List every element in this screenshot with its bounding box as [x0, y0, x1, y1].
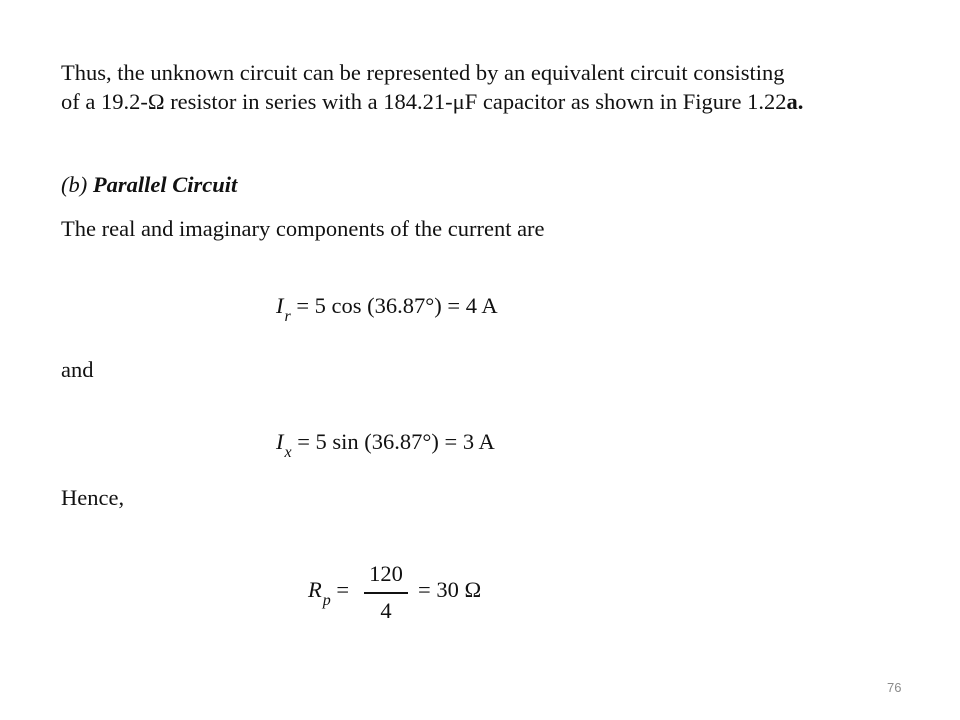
- page-number: 76: [887, 680, 902, 695]
- and-text: and: [61, 357, 94, 382]
- ir-expression: = 5 cos (36.87°) = 4 A: [296, 293, 498, 318]
- ir-symbol: I: [276, 293, 284, 318]
- ix-subscript: x: [284, 444, 292, 461]
- ir-subscript: r: [284, 308, 291, 325]
- rp-denominator: 4: [380, 598, 392, 623]
- figure-suffix: a.: [786, 89, 804, 114]
- intro-line-2: [61, 87, 803, 116]
- intro-paragraph: [61, 58, 803, 116]
- intro-line-1: Thus, the unknown circuit can be represented by an equivalent circuit consisting: [61, 60, 785, 85]
- intro-line-2-text: of a 19.2-Ω resistor in series with a 184.21-μF capacitor as shown in Figure 1.22: [61, 89, 787, 114]
- equation-ix: [276, 429, 495, 461]
- equation-ir: [276, 293, 498, 325]
- rp-result: = 30 Ω: [418, 577, 482, 602]
- ix-symbol: I: [276, 429, 284, 454]
- section-label: (b): [61, 172, 88, 197]
- ix-expression: = 5 sin (36.87°) = 3 A: [297, 429, 495, 454]
- section-heading: [61, 172, 237, 198]
- rp-subscript: p: [322, 592, 331, 609]
- section-title: Parallel Circuit: [92, 172, 238, 197]
- components-intro: The real and imaginary components of the current are: [61, 216, 545, 241]
- rp-equals: =: [336, 577, 350, 602]
- hence-text: Hence,: [61, 485, 125, 510]
- fraction-bar: [364, 592, 408, 594]
- rp-numerator: 120: [369, 561, 403, 586]
- rp-symbol: R: [308, 577, 322, 602]
- rp-lhs: [308, 577, 350, 609]
